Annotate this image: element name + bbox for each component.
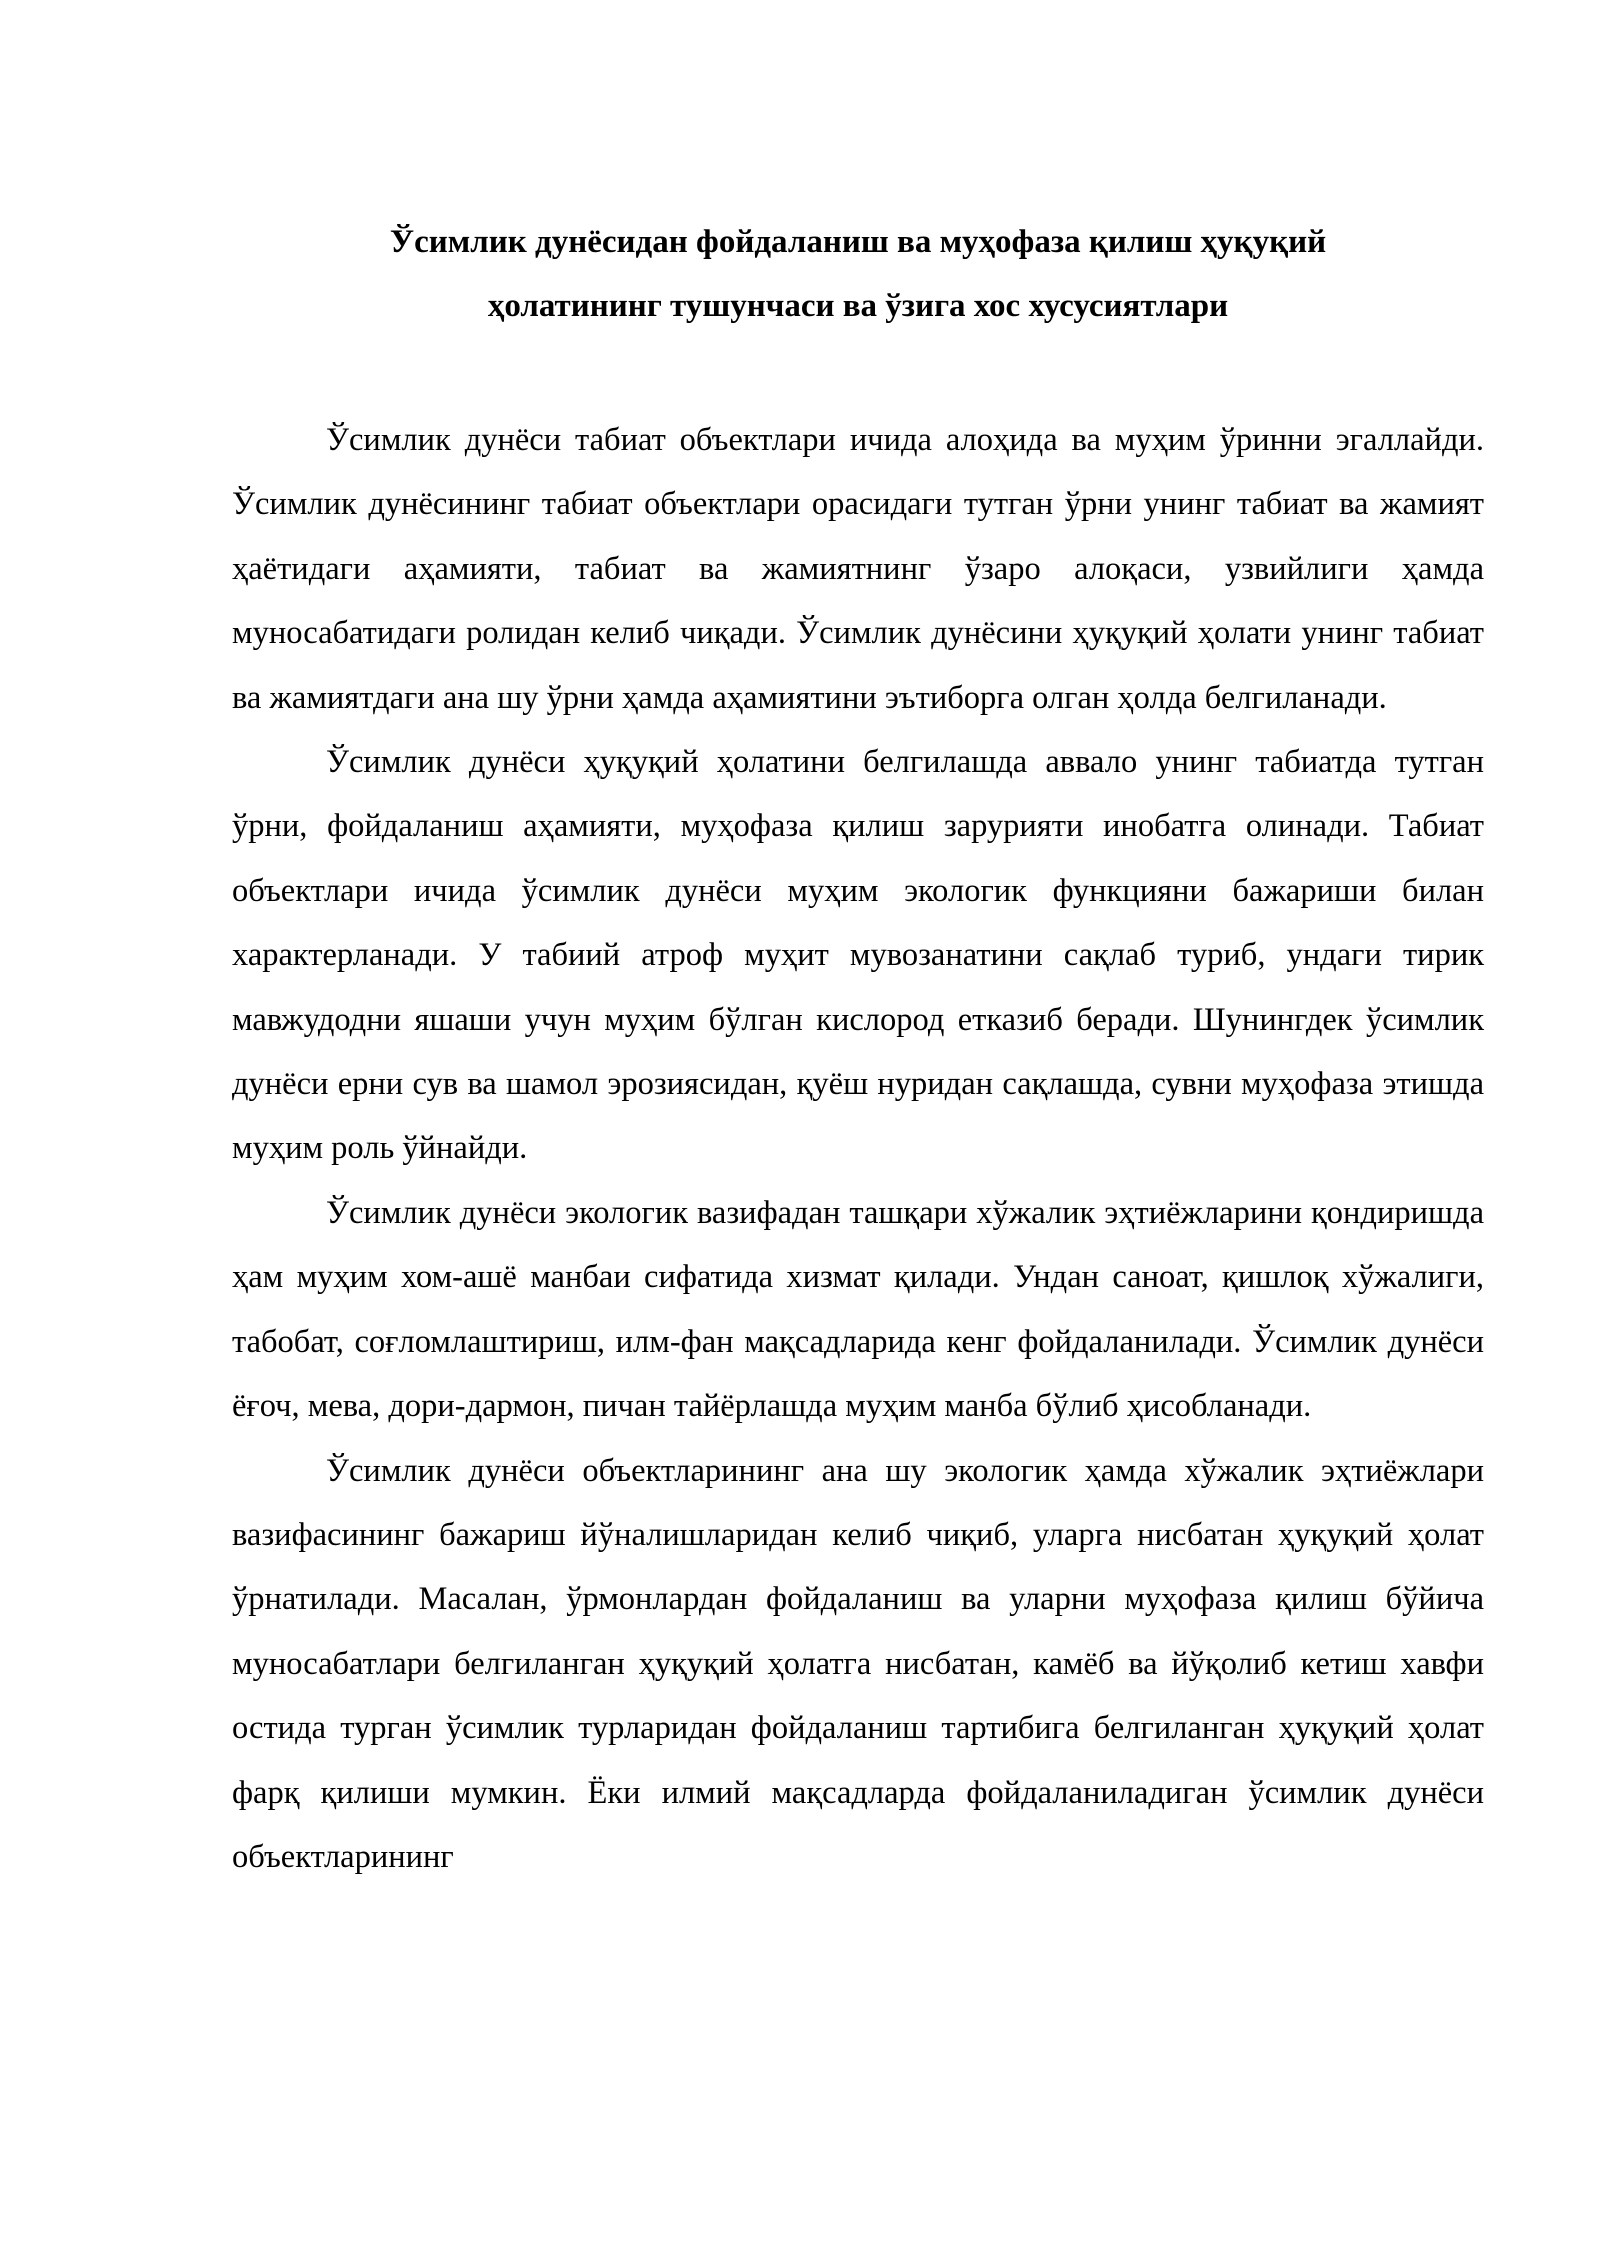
title-line-2: ҳолатининг тушунчаси ва ўзига хос хусусиятлари: [487, 288, 1229, 324]
paragraph-3: Ўсимлик дунёси экологик вазифадан ташқари хўжалик эҳтиёжларини қондиришда ҳам муҳим хом-ашё манбаи сифатида хизмат қилади. Ундан саноат, қишлоқ хўжалиги, табобат, соғломлаштириш, илм-фан мақсадларида кенг фойдаланилади. Ўсимлик дунёси ёғоч, мева, дори-дармон, пичан тайёрлашда муҳим манба бўлиб ҳисобланади.: [232, 1194, 1484, 1425]
title-line-1: Ўсимлик дунёсидан фойдаланиш ва муҳофаза қилиш ҳуқуқий: [389, 224, 1327, 260]
document-title: [232, 210, 1484, 338]
paragraph-2: Ўсимлик дунёси ҳуқуқий ҳолатини белгилашда аввало унинг табиатда тутган ўрни, фойдаланиш аҳамияти, муҳофаза қилиш зарурияти инобатга олинади. Табиат объектлари ичида ўсимлик дунёси муҳим экологик функцияни бажариши билан характерланади. У табиий атроф муҳит мувозанатини сақлаб туриб, ундаги тирик мавжудодни яшаши учун муҳим бўлган кислород етказиб беради. Шунингдек ўсимлик дунёси ерни сув ва шамол эрозиясидан, қуёш нуридан сақлашда, сувни муҳофаза этишда муҳим роль ўйнайди.: [232, 744, 1484, 1167]
document-body: [232, 408, 1484, 1889]
paragraph-4: Ўсимлик дунёси объектларининг ана шу экологик ҳамда хўжалик эҳтиёжлари вазифасининг бажариш йўналишларидан келиб чиқиб, уларга нисбатан ҳуқуқий ҳолат ўрнатилади. Масалан, ўрмонлардан фойдаланиш ва уларни муҳофаза қилиш бўйича муносабатлари белгиланган ҳуқуқий ҳолатга нисбатан, камёб ва йўқолиб кетиш хавфи остида турган ўсимлик турларидан фойдаланиш тартибига белгиланган ҳуқуқий ҳолат фарқ қилиши мумкин. Ёки илмий мақсадларда фойдаланиладиган ўсимлик дунёси объектларининг: [232, 1452, 1484, 1875]
paragraph-1: Ўсимлик дунёси табиат объектлари ичида алоҳида ва муҳим ўринни эгаллайди. Ўсимлик дунёсининг табиат объектлари орасидаги тутган ўрни унинг табиат ва жамият ҳаётидаги аҳамияти, табиат ва жамиятнинг ўзаро алоқаси, узвийлиги ҳамда муносабатидаги ролидан келиб чиқади. Ўсимлик дунёсини ҳуқуқий ҳолати унинг табиат ва жамиятдаги ана шу ўрни ҳамда аҳамиятини эътиборга олган ҳолда белгиланади.: [232, 422, 1484, 716]
